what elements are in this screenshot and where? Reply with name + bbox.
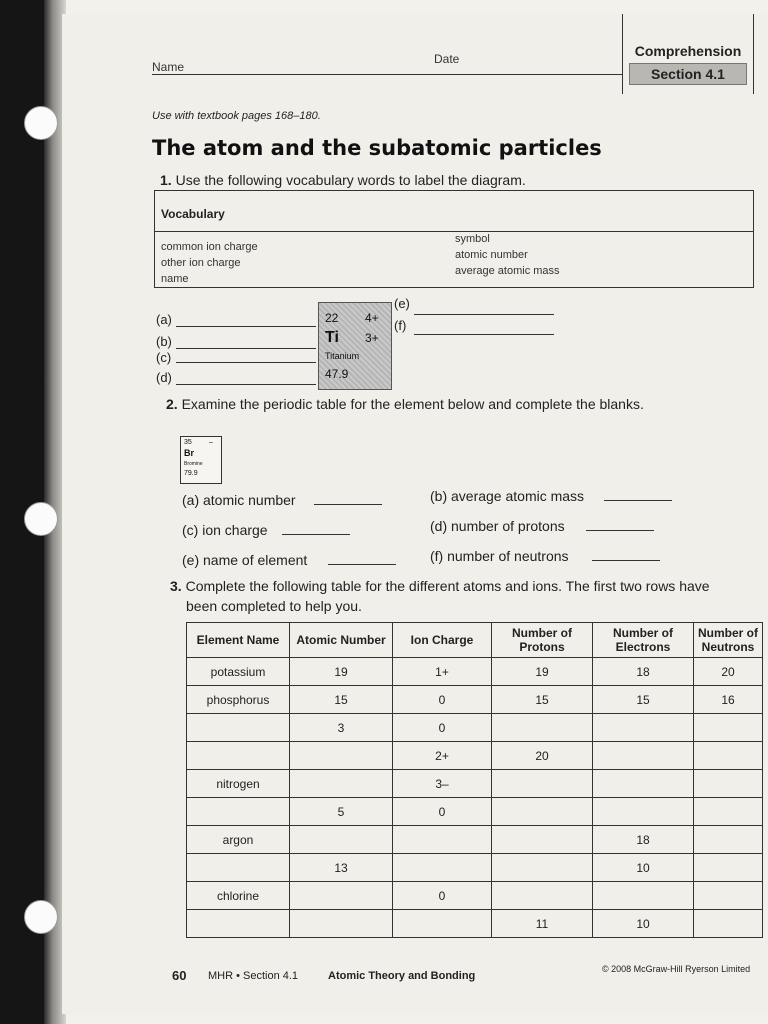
name-line (152, 74, 622, 75)
table-cell[interactable]: 10 (593, 854, 694, 882)
table-cell[interactable] (694, 910, 763, 938)
table-cell[interactable] (290, 770, 393, 798)
table-cell[interactable]: potassium (187, 658, 290, 686)
element-other-charge: 3+ (365, 331, 379, 345)
answer-blank[interactable] (282, 534, 350, 535)
table-cell[interactable] (593, 882, 694, 910)
table-cell[interactable]: 19 (492, 658, 593, 686)
table-cell[interactable]: nitrogen (187, 770, 290, 798)
vocabulary-heading: Vocabulary (155, 191, 753, 232)
table-cell[interactable]: 1+ (393, 658, 492, 686)
vocab-column-left (161, 239, 258, 287)
table-cell[interactable] (593, 798, 694, 826)
table-cell[interactable] (393, 910, 492, 938)
binder-hole (24, 900, 58, 934)
question-number: 2. (166, 396, 178, 412)
element-common-charge: 4+ (365, 311, 379, 325)
table-cell[interactable]: 5 (290, 798, 393, 826)
table-row (187, 854, 763, 882)
question-number: 3. (170, 578, 182, 594)
vocab-word: symbol (455, 233, 490, 245)
table-cell[interactable] (492, 826, 593, 854)
table-cell[interactable]: 18 (593, 658, 694, 686)
answer-blank[interactable] (586, 530, 654, 531)
table-cell[interactable]: 0 (393, 798, 492, 826)
table-cell[interactable] (187, 798, 290, 826)
section-number: Section 4.1 (629, 63, 747, 85)
table-cell[interactable]: 0 (393, 882, 492, 910)
vocab-column-right (455, 231, 560, 279)
blank-atomic-number: (a) atomic number (182, 492, 296, 508)
answer-blank[interactable] (604, 500, 672, 501)
table-cell[interactable]: 0 (393, 686, 492, 714)
table-cell[interactable]: 18 (593, 826, 694, 854)
vocab-word: name (161, 273, 189, 285)
page-number: 60 (172, 968, 187, 983)
binder-hole (24, 106, 58, 140)
element-symbol: Ti (325, 329, 339, 346)
vocab-word: atomic number (455, 249, 528, 261)
label-c: (c) (156, 350, 172, 365)
table-cell[interactable] (694, 742, 763, 770)
table-cell[interactable] (393, 826, 492, 854)
question-text: Use the following vocabulary words to label the diagram. (175, 172, 526, 188)
table-cell[interactable] (187, 742, 290, 770)
page-title: The atom and the subatomic particles (152, 136, 602, 160)
table-row (187, 826, 763, 854)
table-cell[interactable] (694, 714, 763, 742)
atoms-table (186, 622, 763, 938)
element-symbol: Br (184, 448, 195, 458)
footer-copyright: © 2008 McGraw-Hill Ryerson Limited (602, 964, 751, 974)
blank-number-of-neutrons: (f) number of neutrons (430, 548, 569, 564)
table-cell[interactable]: 20 (694, 658, 763, 686)
section-box (622, 14, 754, 94)
answer-blank-c[interactable] (176, 362, 316, 363)
element-mass: 47.9 (325, 367, 349, 381)
table-cell[interactable] (187, 714, 290, 742)
table-cell[interactable] (694, 770, 763, 798)
answer-blank-a[interactable] (176, 326, 316, 327)
binder-hole (24, 502, 58, 536)
vocab-word: average atomic mass (455, 265, 560, 277)
table-cell[interactable]: 16 (694, 686, 763, 714)
question-text: Complete the following table for the different atoms and ions. The first two rows have (185, 578, 710, 594)
table-cell[interactable] (492, 798, 593, 826)
answer-blank[interactable] (328, 564, 396, 565)
element-atomic-number: 22 (325, 311, 339, 325)
blank-name-of-element: (e) name of element (182, 552, 308, 568)
table-cell[interactable]: 10 (593, 910, 694, 938)
table-cell[interactable] (694, 882, 763, 910)
vocab-word: common ion charge (161, 241, 258, 253)
section-title: Comprehension (634, 43, 742, 59)
table-cell[interactable]: 11 (492, 910, 593, 938)
table-cell[interactable] (290, 882, 393, 910)
table-row (187, 910, 763, 938)
answer-blank[interactable] (592, 560, 660, 561)
footer-book: MHR • Section 4.1 (208, 970, 299, 982)
date-label: Date (434, 52, 460, 66)
textbook-note: Use with textbook pages 168–180. (152, 110, 321, 122)
table-cell[interactable] (694, 826, 763, 854)
bromine-element-tile (180, 436, 222, 484)
table-cell[interactable]: 20 (492, 742, 593, 770)
label-b: (b) (156, 334, 172, 349)
column-header: Ion Charge (393, 623, 492, 658)
column-header: Atomic Number (290, 623, 393, 658)
label-d: (d) (156, 370, 172, 385)
column-header: Number of Neutrons (694, 623, 763, 658)
table-cell[interactable]: 3 (290, 714, 393, 742)
column-header: Number of Protons (492, 623, 593, 658)
table-cell[interactable] (492, 770, 593, 798)
table-cell[interactable] (694, 798, 763, 826)
label-f: (f) (394, 318, 407, 333)
table-cell[interactable]: phosphorus (187, 686, 290, 714)
question-number: 1. (160, 172, 172, 188)
table-cell[interactable]: chlorine (187, 882, 290, 910)
table-cell[interactable]: 15 (593, 686, 694, 714)
element-name: Titanium (325, 351, 360, 361)
table-cell[interactable] (187, 854, 290, 882)
answer-blank-e[interactable] (414, 314, 554, 315)
table-cell[interactable] (290, 826, 393, 854)
table-cell[interactable]: argon (187, 826, 290, 854)
table-cell[interactable] (290, 910, 393, 938)
table-cell[interactable]: 15 (492, 686, 593, 714)
table-cell[interactable] (187, 910, 290, 938)
footer-chapter: Atomic Theory and Bonding (328, 970, 476, 982)
vocab-word: other ion charge (161, 257, 241, 269)
answer-blank-f[interactable] (414, 334, 554, 335)
worksheet-page (62, 14, 768, 1014)
table-cell[interactable]: 13 (290, 854, 393, 882)
table-cell[interactable]: 2+ (393, 742, 492, 770)
question-2 (166, 396, 644, 412)
label-e: (e) (394, 296, 410, 311)
answer-blank-b[interactable] (176, 348, 316, 349)
table-cell[interactable]: 19 (290, 658, 393, 686)
table-row (187, 686, 763, 714)
element-ion-charge: – (209, 439, 213, 446)
table-cell[interactable]: 0 (393, 714, 492, 742)
table-cell[interactable] (290, 742, 393, 770)
table-cell[interactable] (593, 770, 694, 798)
table-cell[interactable] (492, 854, 593, 882)
column-header: Element Name (187, 623, 290, 658)
column-header: Number of Electrons (593, 623, 694, 658)
titanium-element-tile (318, 302, 392, 390)
name-label: Name (152, 60, 185, 74)
table-row (187, 658, 763, 686)
table-row (187, 882, 763, 910)
blank-average-atomic-mass: (b) average atomic mass (430, 488, 585, 504)
table-cell[interactable] (593, 714, 694, 742)
question-text: Examine the periodic table for the element below and complete the blanks. (181, 396, 644, 412)
table-row (187, 742, 763, 770)
question-text-continued: been completed to help you. (186, 598, 362, 614)
label-a: (a) (156, 312, 172, 327)
question-1 (160, 172, 526, 188)
element-mass: 79.9 (184, 470, 198, 477)
element-atomic-number: 35 (184, 439, 192, 446)
table-row (187, 798, 763, 826)
answer-blank-d[interactable] (176, 384, 316, 385)
vocabulary-box (154, 190, 754, 288)
table-cell[interactable] (593, 742, 694, 770)
question-3 (170, 578, 710, 594)
table-header-row (187, 623, 763, 658)
table-cell[interactable]: 15 (290, 686, 393, 714)
blank-ion-charge: (c) ion charge (182, 522, 268, 538)
table-row (187, 714, 763, 742)
element-name: Bromine (184, 461, 203, 467)
answer-blank[interactable] (314, 504, 382, 505)
table-row (187, 770, 763, 798)
blank-number-of-protons: (d) number of protons (430, 518, 565, 534)
table-cell[interactable] (492, 714, 593, 742)
table-cell[interactable] (492, 882, 593, 910)
table-cell[interactable] (393, 854, 492, 882)
table-cell[interactable]: 3– (393, 770, 492, 798)
table-cell[interactable] (694, 854, 763, 882)
